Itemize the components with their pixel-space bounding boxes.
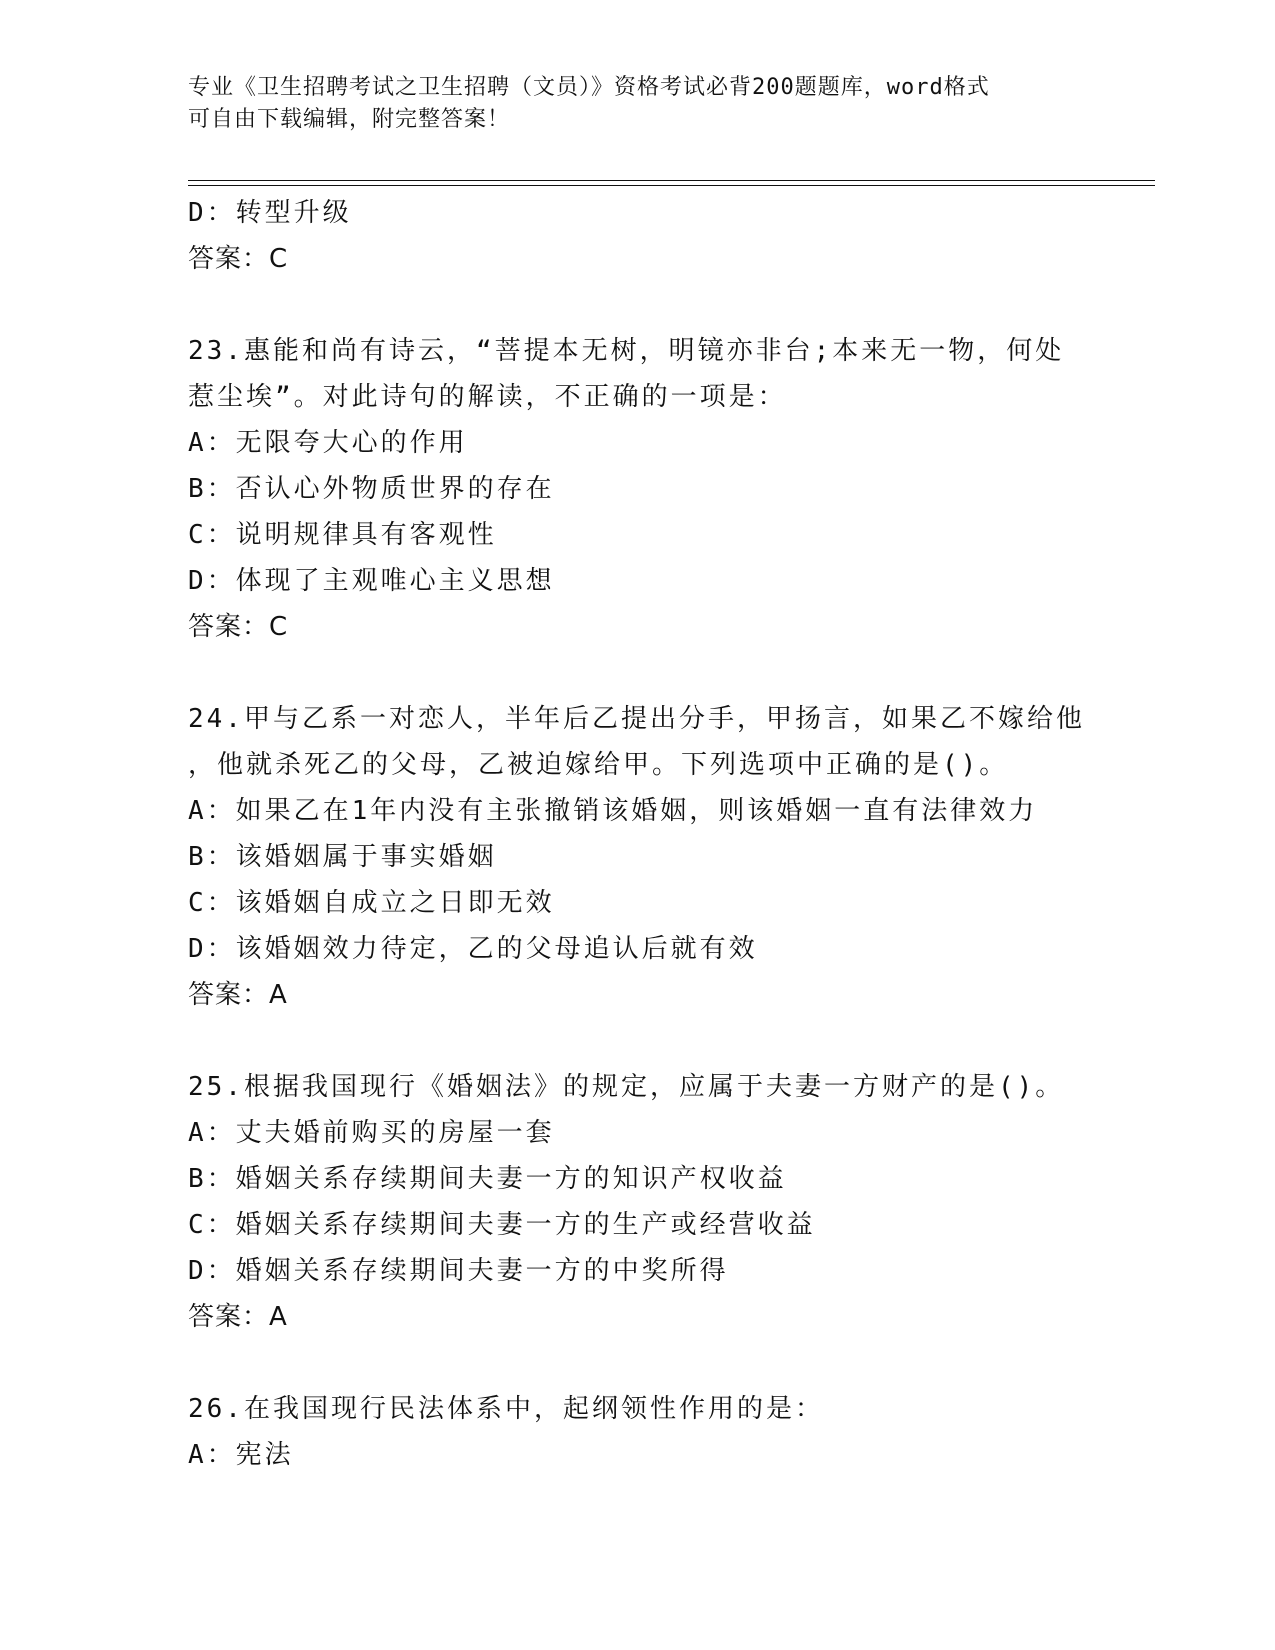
question-24-option-d: D：该婚姻效力待定，乙的父母追认后就有效: [188, 934, 758, 964]
question-24-stem-line-1: 24.甲与乙系一对恋人，半年后乙提出分手，甲扬言，如果乙不嫁给他: [188, 704, 1085, 734]
question-23-option-c: C：说明规律具有客观性: [188, 520, 497, 550]
header-line-2: 可自由下载编辑，附完整答案！: [188, 107, 511, 132]
header-line-1: 专业《卫生招聘考试之卫生招聘（文员）》资格考试必背200题题库，word格式: [188, 75, 990, 100]
question-26-option-a: A：宪法: [188, 1440, 294, 1470]
question-24-option-b: B：该婚姻属于事实婚姻: [188, 842, 497, 872]
question-24-option-c: C：该婚姻自成立之日即无效: [188, 888, 555, 918]
question-25-option-b: B：婚姻关系存续期间夫妻一方的知识产权收益: [188, 1164, 787, 1194]
question-25-option-c: C：婚姻关系存续期间夫妻一方的生产或经营收益: [188, 1210, 816, 1240]
question-23-option-d: D：体现了主观唯心主义思想: [188, 566, 555, 596]
question-23-answer: 答案：C: [188, 612, 289, 642]
option-d: D：转型升级: [188, 198, 352, 228]
question-24-option-a: A：如果乙在1年内没有主张撤销该婚姻，则该婚姻一直有法律效力: [188, 796, 1038, 826]
answer-line: 答案：C: [188, 244, 289, 274]
question-25-answer: 答案：A: [188, 1302, 288, 1332]
question-23-stem-line-2: 惹尘埃”。对此诗句的解读，不正确的一项是：: [188, 382, 787, 412]
question-23-option-b: B：否认心外物质世界的存在: [188, 474, 555, 504]
question-25-stem: 25.根据我国现行《婚姻法》的规定，应属于夫妻一方财产的是()。: [188, 1072, 1065, 1102]
header-rule-top: [188, 180, 1155, 181]
question-24-answer: 答案：A: [188, 980, 288, 1010]
question-25-option-d: D：婚姻关系存续期间夫妻一方的中奖所得: [188, 1256, 729, 1286]
question-24-stem-line-2: ，他就杀死乙的父母，乙被迫嫁给甲。下列选项中正确的是()。: [188, 750, 1009, 780]
question-26-stem: 26.在我国现行民法体系中，起纲领性作用的是：: [188, 1394, 824, 1424]
question-25-option-a: A：丈夫婚前购买的房屋一套: [188, 1118, 555, 1148]
question-list: [188, 190, 1148, 1478]
question-23-stem-line-1: 23.惠能和尚有诗云，“菩提本无树，明镜亦非台;本来无一物，何处: [188, 336, 1065, 366]
question-23-option-a: A：无限夸大心的作用: [188, 428, 468, 458]
header-rule-bottom: [188, 185, 1155, 186]
document-header: [188, 72, 1088, 136]
